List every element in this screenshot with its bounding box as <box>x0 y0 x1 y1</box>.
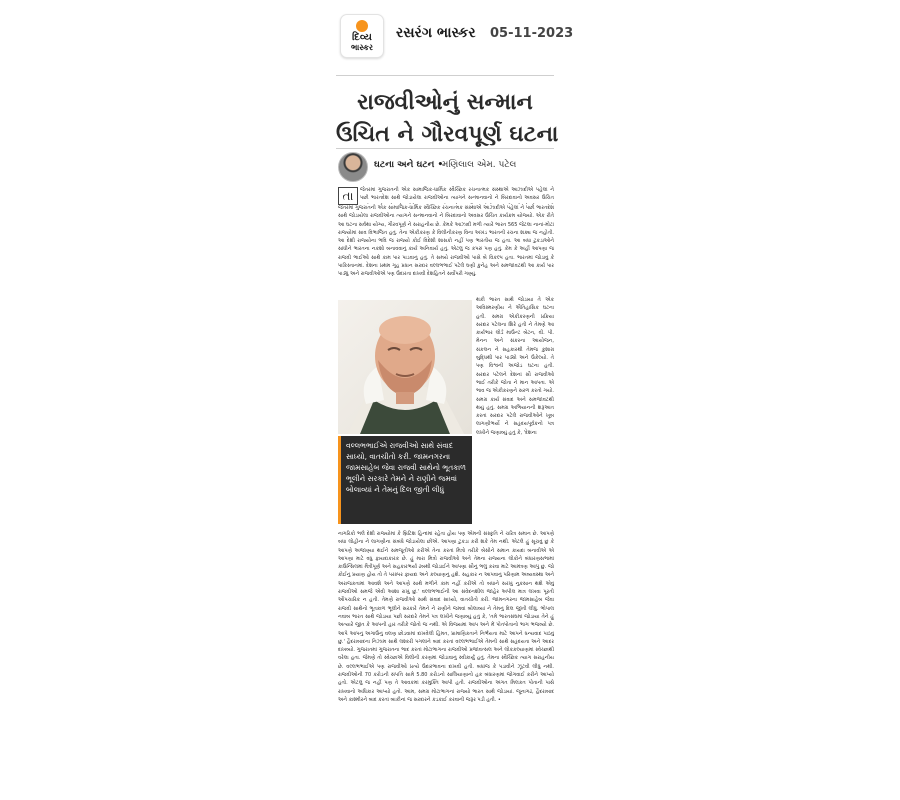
headline-line-2: ઉચિત ને ગૌરવપૂર્ણ ઘટના <box>336 121 559 147</box>
section-name: રસરંગ ભાસ્કર <box>396 25 476 41</box>
drop-cap: તા <box>338 187 358 205</box>
divya-bhaskar-logo <box>340 14 384 58</box>
sardar-patel-portrait <box>338 300 472 434</box>
column-name: ઘટના અને ઘટન • <box>374 160 444 170</box>
right-column-text: થકી ભારત સાથે જોડાયા તે એક અવિસ્મરણીય ને ઐતિહાસિક ઘટના હતી. સમગ્ર એકીકરણની પ્રક્રિયા સરદાર પટેલના શિરે હતી ને તેમણે આ કાર્યભાર લોર્ડ માઉન્ટ બેટન, વી. પી. મેનન અને સંકરના આયોજન, સંકલન ને સહકારથી તેમજ કુશાગ્ર બુદ્ધિથી પાર પાડ્યો અને ઉકેલ્યો. તે પણ વિશ્વની અજોડ ઘટના હતી. સરદાર પટેલને દેશનાં સૌ રાજવીઓ ભાઈ તરીકે જોતા ને માન આપતા. એ ભાવ જ એકીકરણને સરળ કરતો ગયો. સમગ્ર કાર્ય સંવાદ અને સમજાવટથી થયું હતું. સમગ્ર અભિયાનની શરૂઆત કરતાં સરદાર પટેલે રાજવીઓને ખૂબ લાગણીભર્યો ને સહૃદયપૂર્વકનો પત્ર લખીને જણાવ્યું હતું કે, 'દેશના <box>476 297 554 436</box>
byline <box>338 152 554 180</box>
publication-date: 05-11-2023 <box>490 26 574 41</box>
logo-text-line2: ભાસ્કર <box>350 43 374 52</box>
sun-icon <box>356 20 368 32</box>
headline <box>336 86 559 150</box>
author-name: મણિલાલ એમ. પટેલ <box>442 160 517 170</box>
intro-text-top: જેતરમાં ગુજરાતની એક સામાજિક-ધાર્મિક સ્વૈચ્છિક રચનાત્મક સંસ્થાએ આઝાદીએ પહેલાં ને પછી ભારતદેશ સાથે જોડાયેલા રાજવીઓના ત્યાગને સન્માનવાનો ને બિરદાવાનો અવસર ઉચિત <box>360 187 554 202</box>
lower-article-text: નાગરિકો ભલે દેશી રાજ્યોમાં કે બ્રિટિશ હિન્દમાં રહેતા હોય પણ એમની સંસ્કૃતિ ને ચરિત્ર સમાન છે. આપણે બધા લોહીના ને લાગણીના સંબંધે જોડાયેલા છીએ. આપણા ટુકડા કરી શકે તેમ નથી. એટલે હું સૂચવું છું કે આપણે અજાણ્યા થઈને સમજૂતીઓ કરીએ તેના કરતાં મિત્રો તરીકે બેસીને સમાન કાયદા બનાવીએ એ આપણા માટે વધુ ફાયદાકારક છે. હું મારા મિત્રો રાજવીઓ અને તેમના રાજ્યના લોકોને બંધારણસભામાં કાઉન્સિલમાં મૈત્રીપૂર્ણ અને સહકારભર્યા ઢબથી જોડાઈને આપણા સૌનું ભલું કરવા માટે આમંત્રણ આપું છું. જો કોઈનું પ્રયાણ હોય તો તે પરસ્પર ફાયદા અને કલ્યાણનું હશે. સહકાર ન આપવાનું પરિણામ અવ્યવસ્થા અને અરાજકતામાં આવશે અને આપણે સાથે મળીને કામ નહીં કરીએ તો બધાને સરખું નુકસાન થશે એવું રાજવીઓ સમજે એવી આશા રાખું છું.' વલ્લભભાઈની આ સંવેદનશીલ જાહેર અપીલ માત્ર લખવા પૂરતી ઔપચારિક ન હતી. તેમણે રાજવીઓ સાથે સંવાદ સાધ્યો, વાતચીતો કરી. જામનગરના જામસાહેબ જેવા રાજવી સાથેનો ભૂતકાળ ભૂલીને સરકારે તેમને ને રાણીને જમવાં બોલાવ્યાં ને તેમનું દિલ જીતી લીધું. ભોપાલ નવાબ ભારત સાથે જોડાયા પછી સરદારે તેમને પત્ર લખીને જણાવ્યું હતું કે, 'તમે ભારતસંઘમાં જોડાયા તેને હું અત્યારે જીત કે આપની હાર તરીકે જોતો જ નથી. એ વિજયમાં આપ અને મેં પોતપોતાનો ભાગ ભજવ્યો છે. આપે આપનું અગાઉનું વલણ છોડવામાં દાખવેલી હિંમત, પ્રામાણિકતાને નિર્ભયતા માટે આપને ધન્યવાદ પાઠવું છું.' હૈદરાબાદના નિઝામ સાથે લશ્કરી પગલાંને બાદ કરતાં વલ્લભભાઈએ તેમની સાથે સહૃદયતા અને આદર દાખવ્યો. ગુજરાતમાં ગુજરાતના ભાદ કરતાં મોટાભાગના રાજવીઓ પ્રજાવત્સલ અને લોકકલ્યાણમાં સ્વેચ્છાથી વરેલા હતા. જેમણે તો સ્વેચ્છાએ વિલીની કરણમાં જોડાવાનું સ્વીકાર્યું હતું. તેમના સ્વૈચ્છિક ત્યાગ સરાહનીય છે. વલ્લભભાઈએ પણ રાજવીઓ પ્રત્યે ઉદારભાવના દાખવી હતી. બધાંજ કે પડાવીને ઝૂંટવી લીધું નથી. રાજવીઓની 70 કરોડની સંપત્તિ સામે 5.80 કરોડનો સાલિયાણાનો હક બંધારણમાં જોગવાઈ કરીને આપ્યો હતો. એટલું જ નહીં પણ તે આવકમાં કરમુક્તિ આપી હતી. રાજવીઓના અંગત મિલકત પોતાની પાસે રાખવાનો અધિકાર આપ્યો હતો. આમ, સમગ્ર મોટાભાગનાં રાજ્યો ભારત સાથે જોડાયાં. જૂનાગઢ, હૈદરાબાદ અને કાશ્મીરને બાદ કરતાં બાકીનાં જ સરદારને કડકાઈ કરવાની જરૂર પડી હતી. • <box>338 531 554 703</box>
pull-quote-accent <box>338 436 341 524</box>
header-divider <box>336 75 554 76</box>
headline-divider <box>336 148 554 149</box>
intro-text: જેતરમાં ગુજરાતની એક સામાજિક-ધાર્મિક સ્વૈચ્છિક રચનાત્મક સંસ્થાએ આઝાદીએ પહેલાં ને પછી ભારતદેશ સાથે જોડાયેલા રાજવીઓના ત્યાગને સન્માનવાનો ને બિરદાવાનો અવસર ઉચિત કાર્યક્રમ યોજ્યો. એક રીતે આ ઘટના સર્વથા યોગ્ય, ગૌરવપૂર્ણ ને સરાહનીય છે. કેમકે આઝાદી મળી ત્યારે ભારત 565 જેટલા નાનાં-મોટાં રાજ્યોમાં સાવ વિભાજિત હતું. તેના એકીકરણ કે વિલીનીકરણ વિના અખંડ ભારતની રચના શક્ય જ નહોતી. આ દેશી રાજ્યોના ભવિ જ રાજ્યો કોઈ વિદેશી શાસકો નહીં પણ ભારતીય જ હતા. આ બધા ટુકડાઓને સાંધીને ભારતના નકશો બનાવવાનું કાર્ય અનિવાર્ય હતું. એટલું જ કપરું પણ હતું. કેમ કે અહીં આપણા જ રાજવી ભાઈઓ સાથે કામ પાર પાડવાનું હતું. તે સમયે રાજવીઓ પાસે બે વિકલ્પ હતા. ભારતમાં જોડાવું કે પાકિસ્તાનમાં. દેશના પ્રથમ ગૃહ પ્રધાન સરદાર વલ્લભભાઈ પટેલે ઘણી કુનેહ અને સમજાવટથી આ કાર્ય પાર પાડ્યું અને રાજવીઓએ પણ ઉદારતા દાખવી દેશહિતને સર્વોપરી ગણ્યું. <box>338 205 554 278</box>
pull-quote: વલ્લભભાઈએ રાજવીઓ સાથે સંવાદ સાધ્યો, વાતચીતો કરી. જામનગરના જામસાહેબ જેવા રાજવી સાથેનો ભૂતકાળ ભૂલીને સરકારે તેમને ને રાણીને જમવાં બોલાવ્યાં ને તેમનું દિલ જીતી લીધું <box>338 436 472 524</box>
logo-text-line1: દિવ્ય <box>352 32 372 43</box>
headline-line-1: રાજવીઓનું સન્માન <box>357 89 533 115</box>
page-header <box>340 14 574 58</box>
author-avatar <box>338 152 368 182</box>
